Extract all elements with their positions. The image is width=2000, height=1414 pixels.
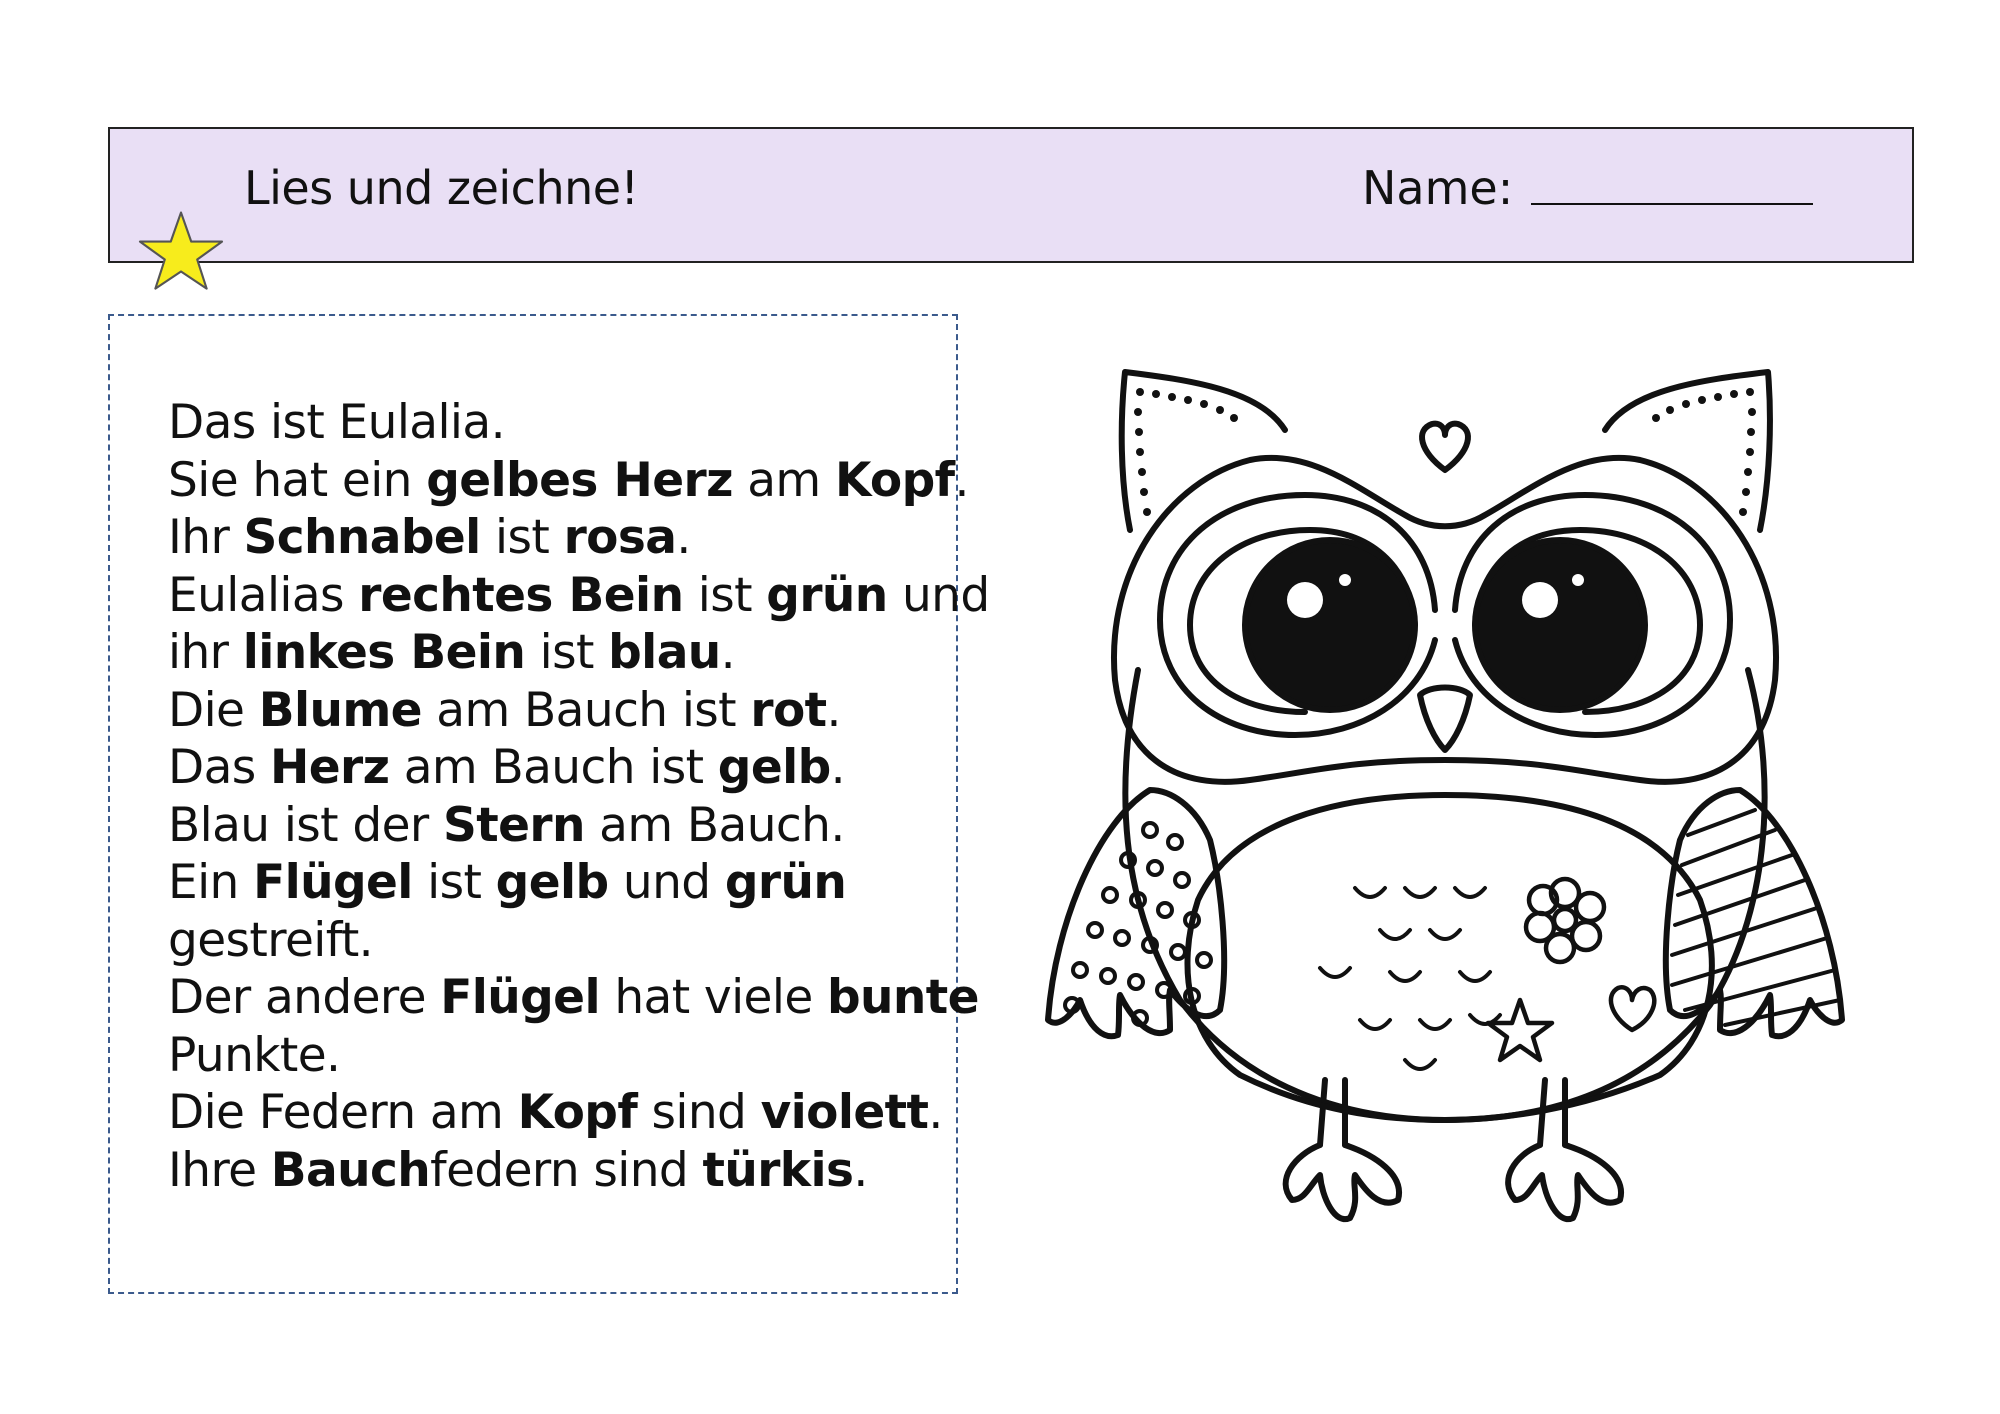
keyword: grün: [766, 567, 888, 623]
text-segment: ihr: [168, 625, 243, 680]
keyword: Flügel: [440, 970, 600, 1025]
owl-drawing: [1020, 340, 1870, 1240]
text-line: [168, 682, 990, 740]
name-field: [1362, 161, 1813, 215]
keyword: violett: [760, 1085, 929, 1140]
keyword: gelbes Herz: [426, 452, 733, 508]
wing-stripes: [1672, 810, 1840, 1025]
text-line: [168, 452, 990, 510]
right-ear: [1605, 372, 1770, 530]
text-line: [168, 854, 990, 912]
text-segment: und: [887, 567, 990, 623]
text-segment: federn sind: [430, 1142, 703, 1198]
text-segment: Ihre: [168, 1142, 271, 1198]
text-line: [168, 394, 990, 452]
text-segment: .: [676, 510, 691, 565]
belly-flower: [1526, 879, 1604, 962]
text-segment: am Bauch.: [584, 797, 845, 853]
right-wing: [1666, 790, 1842, 1036]
keyword: Blume: [258, 682, 422, 738]
text-segment: ist: [480, 510, 564, 565]
worksheet-header: [108, 127, 1914, 263]
text-segment: Punkte.: [168, 1027, 341, 1083]
right-eye: [1455, 495, 1730, 735]
belly-heart: [1611, 987, 1654, 1030]
text-segment: ist: [412, 855, 496, 910]
keyword: Kopf: [517, 1085, 638, 1140]
text-segment: am Bauch ist: [421, 682, 751, 738]
owl-beak: [1420, 688, 1470, 751]
keyword: rechtes Bein: [358, 567, 684, 623]
text-segment: .: [954, 452, 969, 508]
head-heart: [1422, 424, 1468, 470]
keyword: türkis: [702, 1142, 854, 1198]
text-segment: ist: [525, 625, 609, 680]
text-line: [168, 912, 990, 970]
text-segment: Ihr: [168, 510, 244, 565]
text-segment: gestreift.: [168, 912, 374, 968]
text-segment: Sie hat ein: [168, 452, 427, 508]
keyword: rot: [750, 682, 827, 738]
keyword: Schnabel: [243, 510, 481, 565]
text-line: [168, 509, 990, 567]
left-ear: [1122, 372, 1285, 530]
text-segment: Blau ist der: [168, 797, 443, 853]
text-line: [168, 624, 990, 682]
reading-text-box: [108, 314, 990, 1294]
text-line: [168, 1027, 990, 1085]
keyword: grün: [724, 855, 847, 910]
belly-star: [1488, 1000, 1552, 1060]
text-segment: Die: [168, 682, 259, 738]
text-segment: Der andere: [168, 970, 441, 1025]
text-segment: .: [928, 1085, 943, 1140]
text-segment: ist: [683, 567, 767, 623]
text-line: [168, 1142, 990, 1200]
ear-dots: [1134, 388, 1756, 516]
text-segment: Ein: [168, 855, 254, 910]
owl-head: [1114, 458, 1776, 782]
text-segment: .: [720, 625, 736, 680]
worksheet-title: Lies und zeichne!: [244, 161, 639, 215]
text-segment: Das: [168, 740, 271, 795]
text-segment: .: [830, 740, 845, 795]
text-segment: Die Federn am: [168, 1085, 518, 1140]
text-line: [168, 567, 990, 625]
keyword: rosa: [563, 510, 677, 565]
reading-text: [168, 394, 990, 1199]
text-segment: .: [853, 1142, 868, 1198]
left-eye: [1160, 495, 1435, 735]
keyword: bunte: [827, 970, 979, 1025]
text-segment: am: [732, 452, 835, 508]
keyword: Stern: [442, 797, 585, 853]
star-icon: [138, 210, 224, 292]
keyword: Bauch: [270, 1142, 431, 1198]
text-segment: hat viele: [599, 970, 827, 1025]
text-segment: Das ist Eulalia.: [168, 395, 505, 450]
text-line: [168, 797, 990, 855]
keyword: Kopf: [834, 452, 955, 508]
keyword: linkes Bein: [242, 625, 526, 680]
text-line: [168, 1084, 990, 1142]
text-line: [168, 739, 990, 797]
keyword: gelb: [495, 855, 609, 910]
belly-feathers: [1320, 888, 1500, 1069]
text-segment: Eulalias: [168, 567, 359, 623]
keyword: gelb: [717, 740, 831, 795]
text-segment: und: [608, 855, 725, 910]
text-segment: am Bauch ist: [389, 740, 718, 795]
name-write-line[interactable]: [1531, 203, 1813, 205]
keyword: Flügel: [253, 855, 413, 910]
text-segment: .: [826, 682, 841, 738]
keyword: Herz: [270, 740, 390, 795]
text-segment: sind: [637, 1085, 761, 1140]
keyword: blau: [608, 625, 721, 680]
name-label: Name:: [1362, 161, 1514, 215]
text-line: [168, 969, 990, 1027]
